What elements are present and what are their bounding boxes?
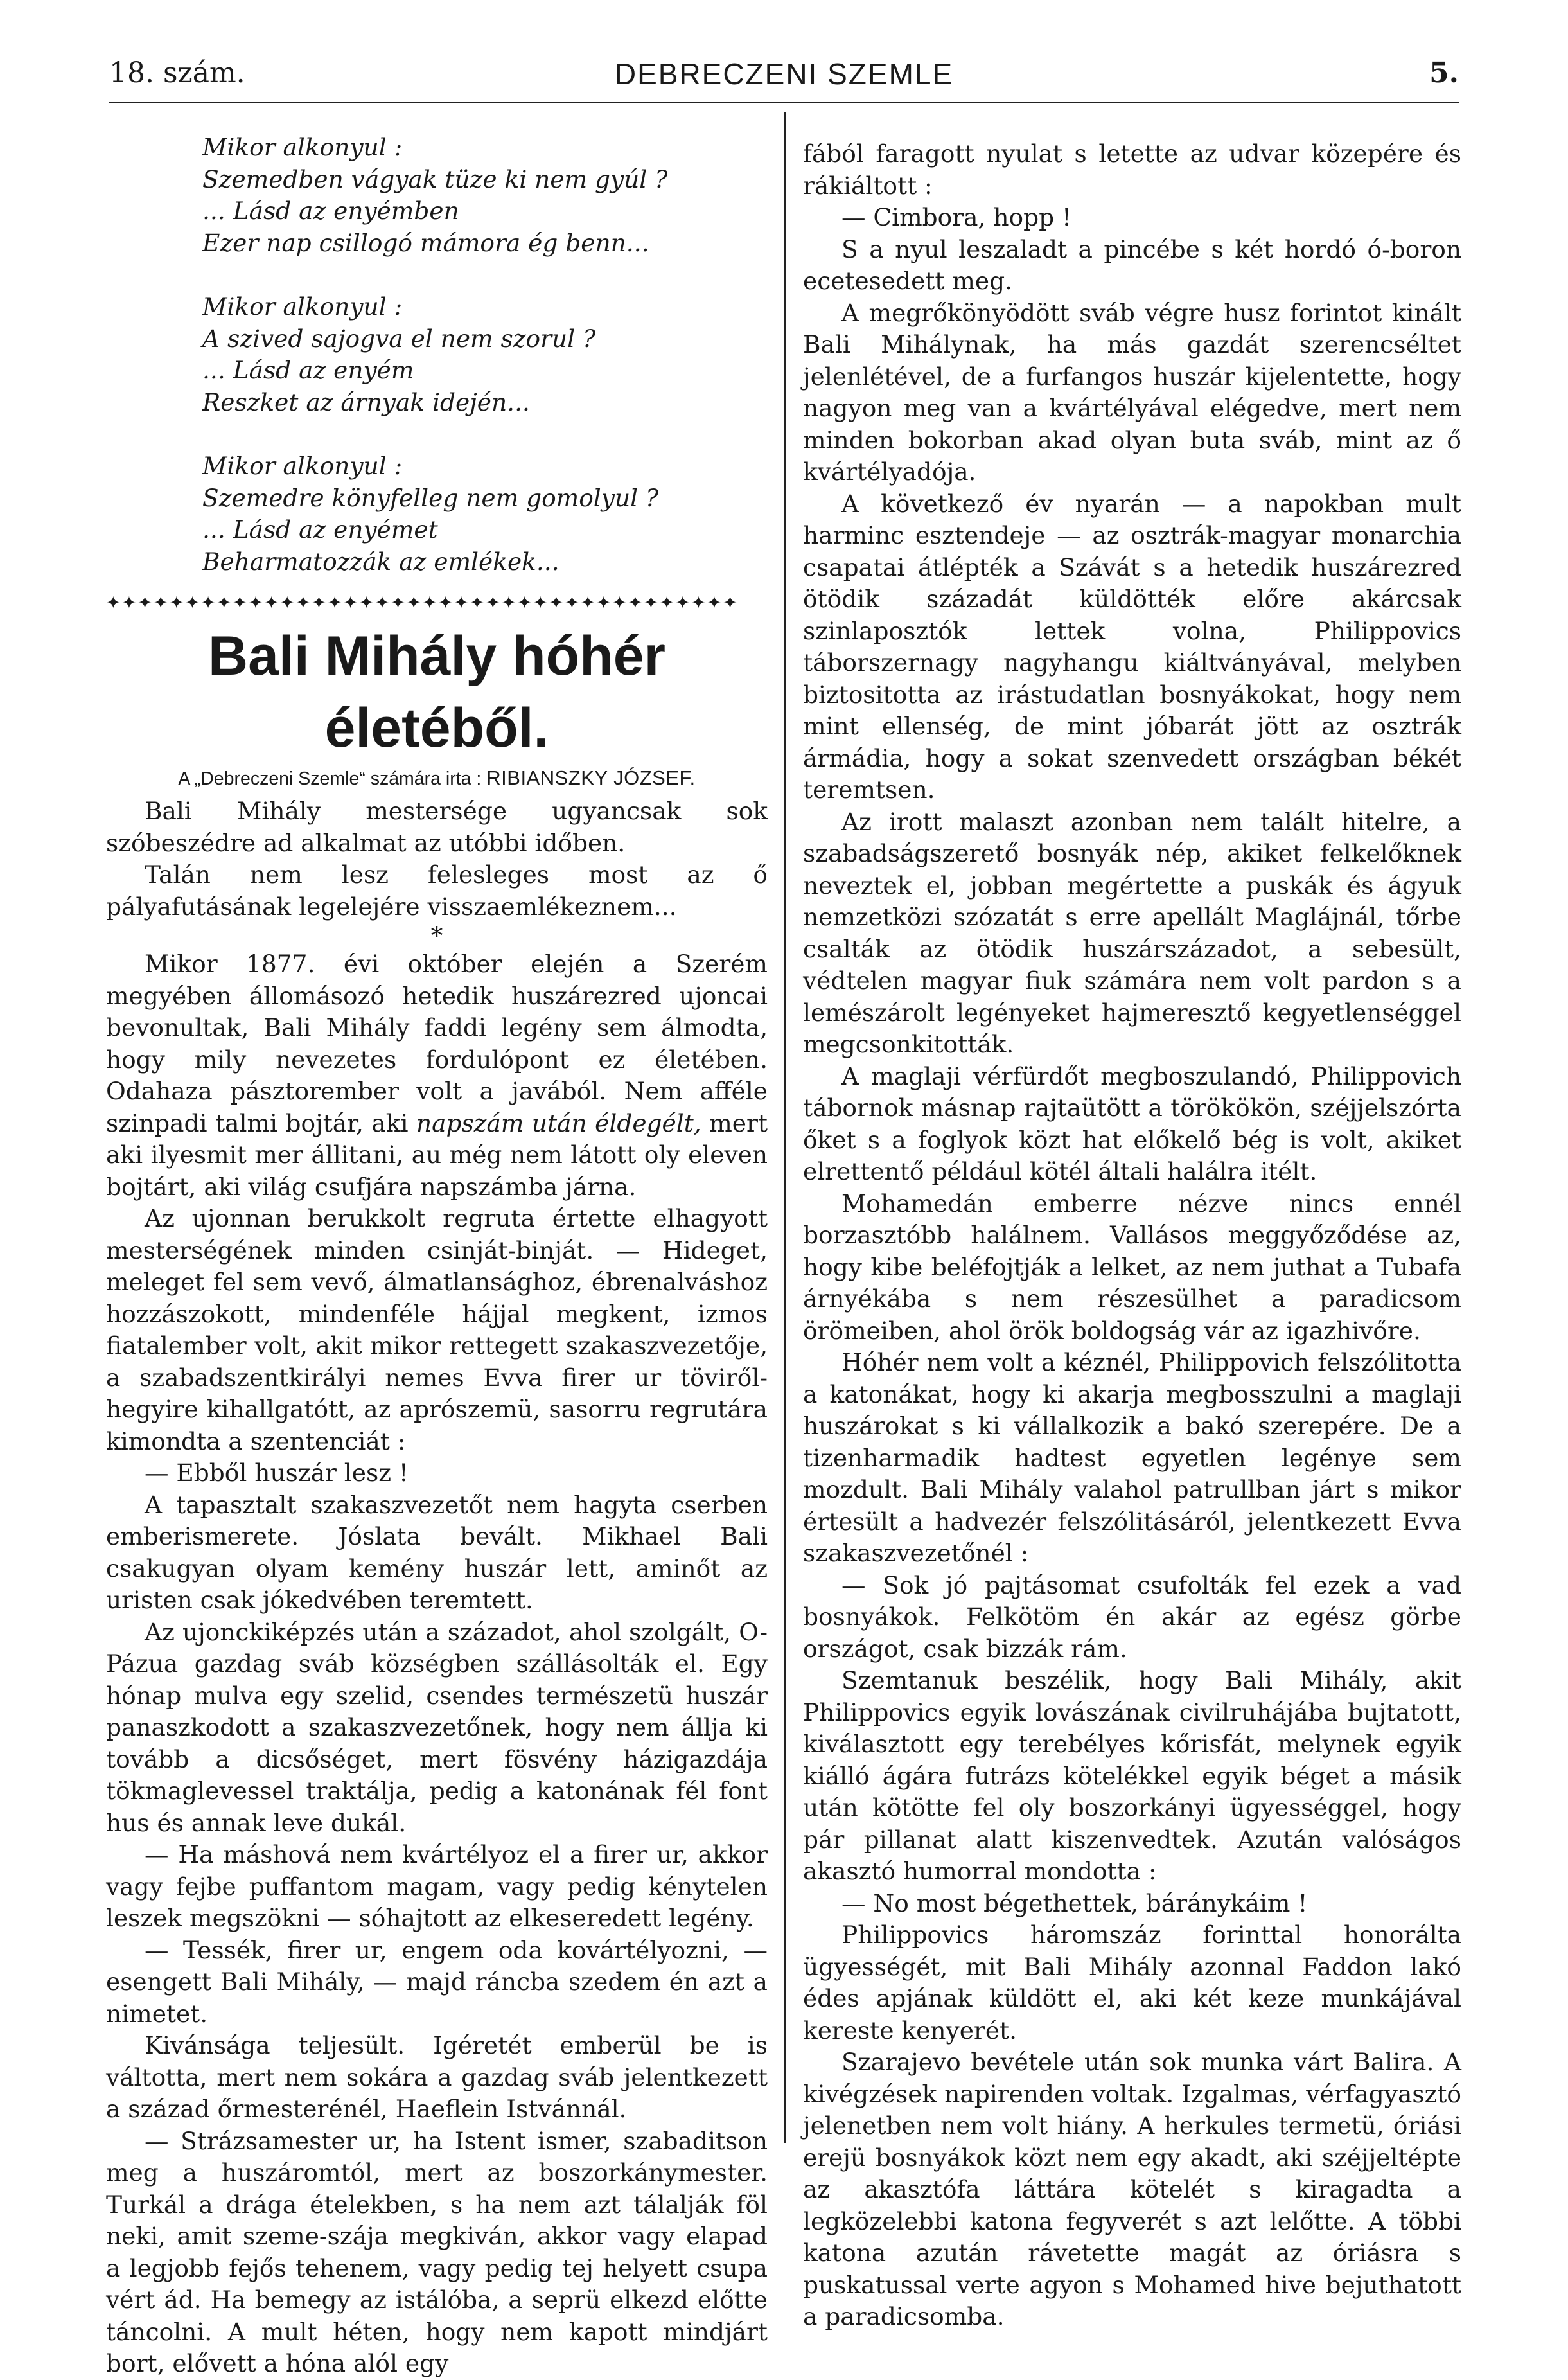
paragraph: Szarajevo bevétele után sok munka várt Balira. A kivégzések napirenden voltak. Izgalmas, vérfagyasztó jelenetben nem volt hiány. A herkules termetü, óriási erejü bosnyákok közt nem egy akadt, aki széjjeltépte az akasztófa láttára kötelét s kiragadta a legközelebbi katona fegyverét s azt lelőtte. A többi katona azután rávetette magát az óriásra s puskatussal verte agyon s Mohamed hive bejuthatott a paradicsomba. bbox=[803, 2048, 1461, 2331]
poem-stanza bbox=[202, 291, 768, 418]
paragraph: Hóhér nem volt a kéznél, Philippovich felszólitotta a katonákat, hogy ki akarja megbosszulni a maglaji huszárokat s ki vállalkozik a bakó szerepére. De a tizenharmadik hadtest egyetlen legénye sem mozdult. Bali Mihály valahol patrullban járt s mikor értesült a hadvezér felszólitásáról, jelentkezett Evva szakaszvezetőnél : bbox=[803, 1348, 1461, 1567]
poem-line: Szemedben vágyak tüze ki nem gyúl ? bbox=[202, 164, 668, 193]
paragraph: A tapasztalt szakaszvezetőt nem hagyta cserben emberismerete. Jóslata bevált. Mikhael Bali csakugyan olyam kemény huszár lett, aminőt az uristen csak jókedvében teremtett. bbox=[106, 1490, 768, 1614]
paragraph: A maglaji vérfürdőt megboszulandó, Philippovich tábornok másnap rajtaütött a törökökön, széjjelszórta őket s a foglyok közt hat előkelő bég is volt, akiket elrettentő például kötél általi halálra itélt. bbox=[803, 1061, 1461, 1186]
paragraph: — Strázsamester ur, ha Istent ismer, szabaditson meg a huszáromtól, mert az boszorkánymester. Turkál a drága ételekben, s ha nem azt tálalják föl neki, amit szeme-szája megkiván, akkor vagy elapad a legjobb fejős tehenem, vagy pedig tej helyett csupa vért ád. Ha bemegy az istálóba, a seprü elkezd előtte táncolni. A mult héten, hogy nem kapott mindjárt bort, elővett a hóna alól egy bbox=[106, 2126, 768, 2377]
section-asterisk: * bbox=[430, 921, 443, 950]
column-divider bbox=[784, 112, 786, 2143]
paragraph: Bali Mihály mestersége ugyancsak sok szóbeszédre ad alkalmat az utóbbi időben. bbox=[106, 797, 768, 857]
poem-stanza bbox=[202, 450, 768, 578]
article-title: Bali Mihály hóhér életéből. bbox=[207, 625, 666, 759]
paragraph: Az ujonckiképzés után a századot, ahol szolgált, O-Pázua gazdag sváb községben szállásolták el. Egy hónap mulva egy szelid, csendes természetü huszár panaszkodott a szakaszvezetőnek, hogy nem állja ki tovább a dicsőséget, mert fösvény házigazdája tökmaglevessel traktálja, pedig a katonának fél font hus és annak leve dukál. bbox=[106, 1617, 768, 1837]
paragraph: — Sok jó pajtásomat csufolták fel ezek a vad bosnyákok. Felkötöm én akár az egész görbe országot, csak bizzák rám. bbox=[803, 1570, 1461, 1663]
poem-line: ... Lásd az enyémet bbox=[202, 515, 438, 544]
poem-line: Beharmatozzák az emlékek... bbox=[202, 547, 559, 576]
byline-prefix: A „Debreczeni Szemle“ számára irta : bbox=[178, 768, 482, 789]
poem-line: ... Lásd az enyémben bbox=[202, 197, 459, 225]
italic-phrase: napszám után éldegélt, bbox=[416, 1108, 701, 1137]
poem-line: Mikor alkonyul : bbox=[202, 133, 403, 161]
paragraph: Kivánsága teljesült. Igéretét emberül be is váltotta, mert nem sokára a gazdag sváb jelentkezett a század őrmesterénél, Haeflein Istvánnál. bbox=[106, 2031, 768, 2123]
paragraph: S a nyul leszaladt a pincébe s két hordó ó-boron ecetesedett meg. bbox=[803, 235, 1461, 295]
paragraph: A megrőkönyödött sváb végre husz forintot kinált Bali Mihálynak, ha más gazdát szerencséltet jelenlétével, de a furfangos huszár kijelentette, hogy nagyon meg van a kvártélyával elégedve, mert nem minden bokorban akad olyan buta sváb, mint az ő kvártélyadója. bbox=[803, 298, 1461, 486]
text-run: mert aki ilyesmit mer állitani, au még nem látott oly eleven bojtárt, aki világ csufjára napszámba járna. bbox=[106, 1108, 768, 1201]
paragraph bbox=[106, 948, 768, 1203]
article-byline bbox=[106, 764, 768, 793]
page-number: 5. bbox=[1429, 57, 1459, 89]
paragraph: — Ha máshová nem kvártélyoz el a firer ur, akkor vagy fejbe puffantom magam, vagy pedig kénytelen leszek megszökni — sóhajtott az elkeseredett legény. bbox=[106, 1840, 768, 1932]
poem-stanza bbox=[202, 132, 768, 259]
text-run: Mikor 1877. évi október elején a Szerém megyében állomásozó hetedik huszárezred ujoncai bevonultak, Bali Mihály faddi legény sem álmodta, hogy mily nevezetes fordulópont ez életében. Odahaza pásztorember volt a javából. Nem afféle szinpadi talmi bojtár, aki bbox=[106, 950, 768, 1137]
header-rule bbox=[109, 102, 1459, 103]
poem-line: ... Lásd az enyém bbox=[202, 356, 414, 384]
paragraph: Mohamedán emberre nézve nincs ennél borzasztóbb halálnem. Vallásos meggyőződése az, hogy kibe beléfojtják a lelket, az nem juthat a Tubafa árnyékába s nem részesülhet a paradicsom örömeiben, ahol örök boldogság vár az igazhivőre. bbox=[803, 1189, 1461, 1345]
page-header bbox=[109, 57, 1459, 102]
paragraph: — No most bégethettek, báránykáim ! bbox=[841, 1888, 1308, 1917]
poem-line: Reszket az árnyak idején... bbox=[202, 387, 530, 416]
paragraph: Az ujonnan berukkolt regruta értette elhagyott mesterségének minden csinját-binját. — Hideget, meleget fel sem vevő, álmatlansághoz, ébrenalváshoz hozzászokott, mindenféle hájjal megkent, izmos fiatalember volt, akit mikor rettegett szakaszvezetője, a szabadszentkirályi nemes Evva firer ur töviről-hegyire kihallgatótt, az aprószemü, sasorru regrutára kimondta a szentenciát : bbox=[106, 1204, 768, 1455]
paragraph: fából faragott nyulat s letette az udvar közepére és rákiáltott : bbox=[803, 139, 1461, 200]
poem-line: Mikor alkonyul : bbox=[202, 292, 403, 321]
paragraph: Az irott malaszt azonban nem talált hitelre, a szabadságszerető bosnyák nép, akiket felkelőknek neveztek el, jobban megértette a puskák és ágyuk nemzetközi szózatát s erre apellált Maglájnál, tőrbe csalták az ötödik huszárszázadot, a sebesült, védtelen magyar fiuk számára nem volt pardon s a lemészárolt legényeket hajmeresztő kegyetlenséggel megcsonkitották. bbox=[803, 807, 1461, 1058]
poem-line: A szived sajogva el nem szorul ? bbox=[202, 324, 596, 353]
poem-line: Szemedre könyfelleg nem gomolyul ? bbox=[202, 483, 659, 512]
paragraph: Szemtanuk beszélik, hogy Bali Mihály, akit Philippovics egyik lovászának civilruhájába bujtatott, kiválasztott egy terebélyes kőrisfát, melynek egyik kiálló ágára futrázs kötelékkel egyik béget a másik után kötötte fel oly boszorkányi ügyességgel, hogy pár pillanat alatt kiszenvedtek. Azután valóságos akasztó humorral mondotta : bbox=[803, 1666, 1461, 1885]
poem-line: Mikor alkonyul : bbox=[202, 452, 403, 480]
article-author: RIBIANSZKY JÓZSEF. bbox=[486, 767, 696, 789]
journal-title: DEBRECZENI SZEMLE bbox=[614, 57, 954, 91]
paragraph: — Cimbora, hopp ! bbox=[841, 203, 1072, 231]
ornament-divider: ✦✦✦✦✦✦✦✦✦✦✦✦✦✦✦✦✦✦✦✦✦✦✦✦✦✦✦✦✦✦✦✦✦✦✦✦✦✦✦✦ bbox=[106, 593, 739, 613]
left-column bbox=[106, 132, 768, 2380]
paragraph: A következő év nyarán — a napokban mult harminc esztendeje — az osztrák-magyar monarchia csapatai átlépték a Szávát s a hetedik huszárezred ötödik századát küldötték előre akárcsak szinlaposztók lettek volna, Philippovics táborszernagy nagyhangu kiáltványával, melyben biztositotta az irástudatlan bosnyákokat, hogy nem mint ellenség, de mint jóbarát jött az osztrák ármádia, hogy a sokat szenvedett országban békét teremtsen. bbox=[803, 489, 1461, 804]
paragraph: Talán nem lesz felesleges most az ő pályafutásának legelejére visszaemlékeznem... bbox=[106, 860, 768, 921]
poem bbox=[202, 132, 768, 578]
right-column bbox=[803, 138, 1461, 2333]
paragraph: — Ebből huszár lesz ! bbox=[145, 1459, 409, 1487]
issue-number: 18. szám. bbox=[109, 57, 245, 89]
paragraph: Philippovics háromszáz forinttal honorálta ügyességét, mit Bali Mihály azonnal Faddon lakó édes apjának küldött el, aki két keze munkájával kereste kenyerét. bbox=[803, 1921, 1461, 2045]
paragraph: — Tessék, firer ur, engem oda kovártélyozni, — esengett Bali Mihály, — majd ráncba szedem én azt a nimetet. bbox=[106, 1935, 768, 2028]
poem-line: Ezer nap csillogó mámora ég benn... bbox=[202, 228, 649, 257]
